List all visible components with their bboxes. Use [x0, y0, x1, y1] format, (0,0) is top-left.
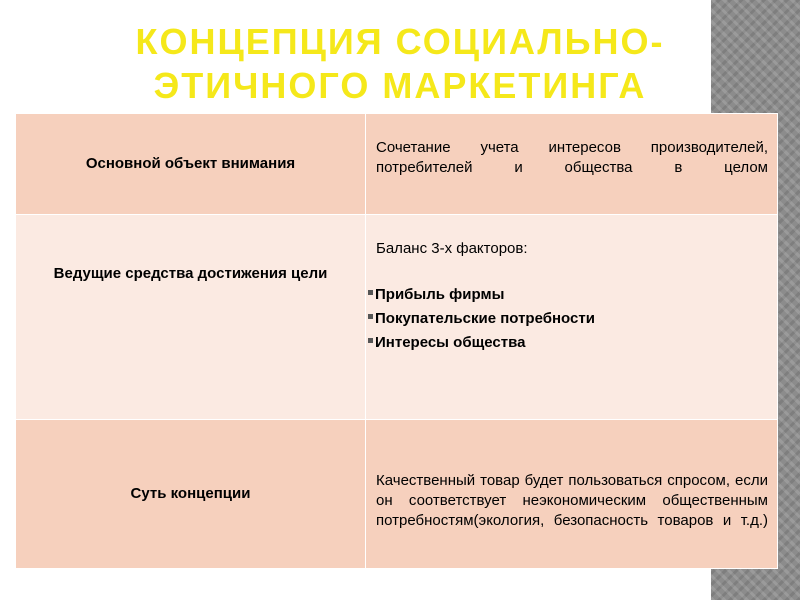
title-line-1: КОНЦЕПЦИЯ СОЦИАЛЬНО- [135, 21, 665, 62]
table-row [16, 420, 778, 569]
row-label: Суть концепции [16, 420, 366, 569]
table-row [16, 114, 778, 215]
row-label-text: Ведущие средства достижения цели [53, 265, 328, 282]
bullet-icon [368, 314, 373, 319]
bullet-icon [368, 338, 373, 343]
factors-list [368, 283, 768, 355]
list-item-text: Покупательские потребности [375, 310, 595, 327]
row-value: Качественный товар будет пользоваться спросом, если он соответствует неэкономическим общественным потребностям(экология, безопасность товаров и т.д.) [366, 420, 778, 569]
list-item [368, 331, 768, 355]
title-line-2: ЭТИЧНОГО МАРКЕТИНГА [153, 65, 647, 106]
bullet-icon [368, 290, 373, 295]
row-value: Сочетание учета интересов производителей, потребителей и общества в целом [366, 114, 778, 215]
row-label [16, 215, 366, 420]
list-item [368, 283, 768, 307]
slide-title [0, 20, 800, 108]
concept-table [15, 113, 778, 569]
table-row [16, 215, 778, 420]
row-value [366, 215, 778, 420]
list-item-text: Интересы общества [375, 334, 526, 351]
row-label: Основной объект внимания [16, 114, 366, 215]
list-item [368, 307, 768, 331]
factors-intro: Баланс 3-х факторов: [376, 240, 528, 257]
list-item-text: Прибыль фирмы [375, 286, 505, 303]
